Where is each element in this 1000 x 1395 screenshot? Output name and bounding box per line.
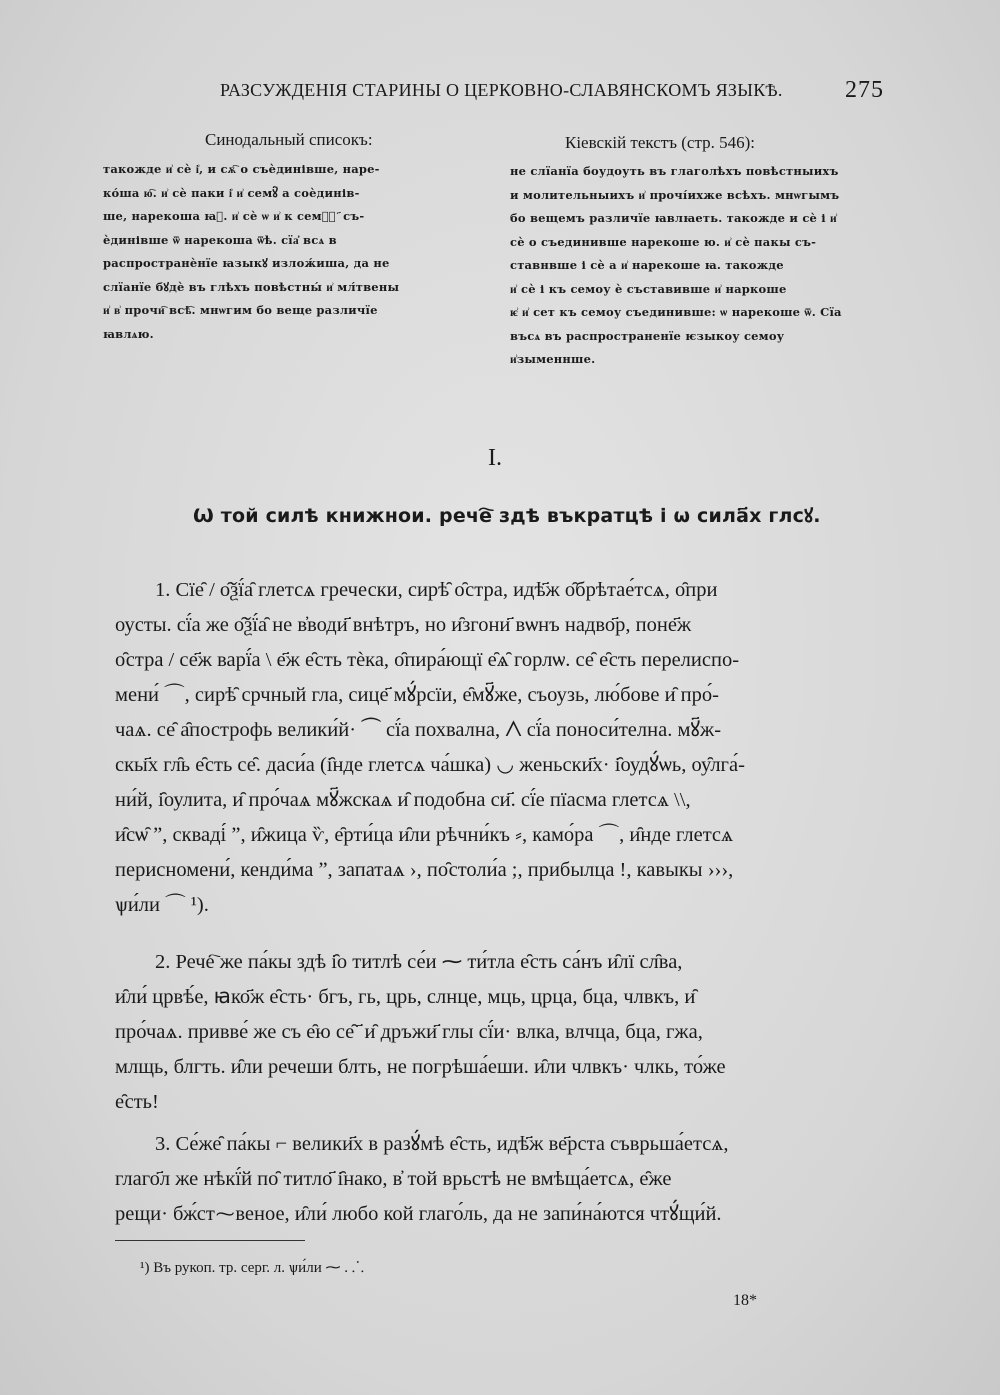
- text-line: и̑сѡ̑ ˮ, скваді́ ˮ, и̑жица ѷ, е̑рти́ца и̑ли рѣчни́къ ⸗, камо́ра ⌒, и̑нде глетсѧ: [115, 824, 734, 846]
- text-line: и̑ли́ црвѣ́е, ꙗко҃ж е̑сть· бгъ, гь, црь, слнце, мць, црца, бца, члвкъ, и̑: [115, 986, 696, 1008]
- text-line: и͗ в͗ прочи҇ всѣ҇. мнѡгим бо веще различїе: [103, 303, 378, 317]
- kiev-column-text: [510, 160, 895, 372]
- text-line: ко́ша ю҇. и͗ сѐ паки і͗ и͗ семꙋ҇ а соѐдинів-: [103, 185, 360, 200]
- text-line: ѱи́ли ⌒ ¹).: [115, 894, 209, 916]
- text-line: ꙗвлѧю.: [103, 326, 154, 341]
- text-line: мени́ ⌒, сирѣ̑ срчный гла, сице҃ мꙋ́рсїи, е̑мꙋ҃же, съоузь, лю́бове и̑ про́-: [115, 684, 719, 706]
- text-line: про́чаѧ. привве́ же съ е̑ю се̑ ҃ и̑ дръжи҃ глы сї́и· влка, влчца, бца, гжа,: [115, 1021, 703, 1043]
- text-line: ѥ͗ и͗ сет къ семоу съединивше: ѡ нарекоше ѿ. Сїа: [510, 305, 842, 319]
- synodal-column-title: Синодальный списокъ:: [205, 130, 373, 149]
- text-line: и͗ сѐ і къ семоу ѐ съставивше и͗ наркоше: [510, 281, 787, 296]
- text-line: слїанїе бꙋдѐ въ глѣхъ повѣстны́ и͗ мл́твены: [103, 279, 400, 294]
- kiev-column-title: Кіевскій текстъ (стр. 546):: [565, 133, 755, 152]
- text-line: 1. Сїе̑ / о̑ѯї́а̑ глетсѧ гречески, сирѣ̑ о̑стра, идѣ҃ж о̑брѣтае́тсѧ, о̑при: [155, 579, 718, 601]
- paragraph-1: [0, 573, 745, 923]
- text-line: ставнвше і сѐ а и͗ нарекоше ꙗ. такожде: [510, 258, 784, 272]
- text-line: ѐдинівше ѿ нарекоша ѿѣ. сїа҆ всѧ в: [103, 232, 337, 247]
- text-line: чаѧ. се̑ а̑построфь велики́й· ⏜ сї́а похвална, ⋀ сї́а поноси́телна. мꙋ҃ж-: [115, 719, 722, 741]
- synodal-column-text: [103, 158, 453, 346]
- text-line: оусты. сї́а же о̑ѯї́а̑ не в̓води҃ внѣтръ, но и̑згони҃ вѡнъ надво҃р, поне҃ж: [115, 614, 692, 636]
- footnote-divider: [115, 1240, 305, 1241]
- text-line: млщь, блгть. и̑ли речеши блть, не погрѣша́еши. и̑ли члвкъ· члкь, то́же: [115, 1056, 726, 1078]
- text-line: скы҃х гл̑ь е̑сть се̑. даси́а (і̑нде глетсѧ ча́шка) ◡ женьски҃х· і̑оудꙋ́ѡь, оу̑лга́-: [115, 754, 745, 776]
- footnote: ¹) Въ рукоп. тр. серг. л. ѱи́ли ⁓ . ⸫: [140, 1260, 365, 1276]
- text-line: ше, нарекоша ꙗ҇. и͗ сѐ ѡ и͗ к семꙋ҇ ҃ съ-: [103, 209, 365, 223]
- text-line: такожде и͗ сѐ і͗, и сѫ҇ о съѐдинівше, наре-: [103, 162, 380, 176]
- paragraph-3: [0, 1127, 729, 1232]
- text-line: сѐ о съединивше нарекоше ю. и͗ сѐ пакы съ-: [510, 234, 817, 249]
- text-line: и͗зыменнше.: [510, 352, 596, 366]
- text-line: и молительныихъ и͗ прочі́ихже всѣхъ. мнѡгымъ: [510, 187, 840, 202]
- text-line: рещи· бж́ст⁓веное, и̑ли́ любо кой глаго́ль, да не запи́на́ются чтꙋ́щи́й.: [115, 1203, 722, 1225]
- text-line: перисномени́, кенди́ма ˮ, запатаѧ ›, по̑столи́а ;, прибылца !, кавыкы ›››,: [115, 859, 734, 881]
- section-numeral: I.: [488, 445, 502, 471]
- text-line: 2. Рече҇ же па́кы здѣ і̑о титлѣ се́и ⁓ ти́тла е̑сть са́нъ и̑лї сл̑ва,: [155, 951, 683, 973]
- text-line: не слїанїа боудоуть въ глаголѣхъ повѣстныихъ: [510, 164, 839, 178]
- text-line: е̑сть!: [115, 1091, 159, 1113]
- text-line: глаго҃л же нѣкї́й по̑ титло҃ і̑нако, в̓ той врьстѣ не вмѣща́етсѧ, е̑же: [115, 1168, 672, 1190]
- text-line: въсѧ въ распространенїе ѥзыкоу семоу: [510, 328, 785, 343]
- text-line: распространѐнїе ꙗзыкꙋ излож́иша, да не: [103, 256, 390, 270]
- text-line: ни́й, і̑оулита, и̑ про́чаѧ мꙋ҃жскаѧ и̑ подобна си҃. сї́е пїасма глетсѧ \\,: [115, 789, 691, 811]
- running-title: РАЗСУЖДЕНІЯ СТАРИНЫ О ЦЕРКОВНО-СЛАВЯНСКОМЪ ЯЗЫКѢ.: [220, 80, 783, 100]
- text-line: о̑стра / се҃ж варї́а \ е҃ж е̑сть тѐка, о̑пира́ющї е̑ѧ̑ горлѡ. се̑ е̑сть перелиспо-: [115, 649, 740, 671]
- paragraph-2: [0, 945, 726, 1120]
- page-number: 275: [845, 77, 884, 103]
- text-line: 3. Се́же̑ па́кы ⌐ велики҃х в разꙋ́мѣ е̑сть, идѣ҃ж ве҃рста съврьша́етсѧ,: [155, 1133, 729, 1155]
- printer-signature-mark: 18*: [733, 1292, 757, 1309]
- section-title: Ѡ той силѣ книжнои. рече҇ здѣ въкратцѣ і ѡ сила҃х глсꙋ.: [193, 505, 821, 527]
- text-line: бо вещемъ различїе ꙗвлꙗеть. такожде и сѐ і и͗: [510, 211, 837, 225]
